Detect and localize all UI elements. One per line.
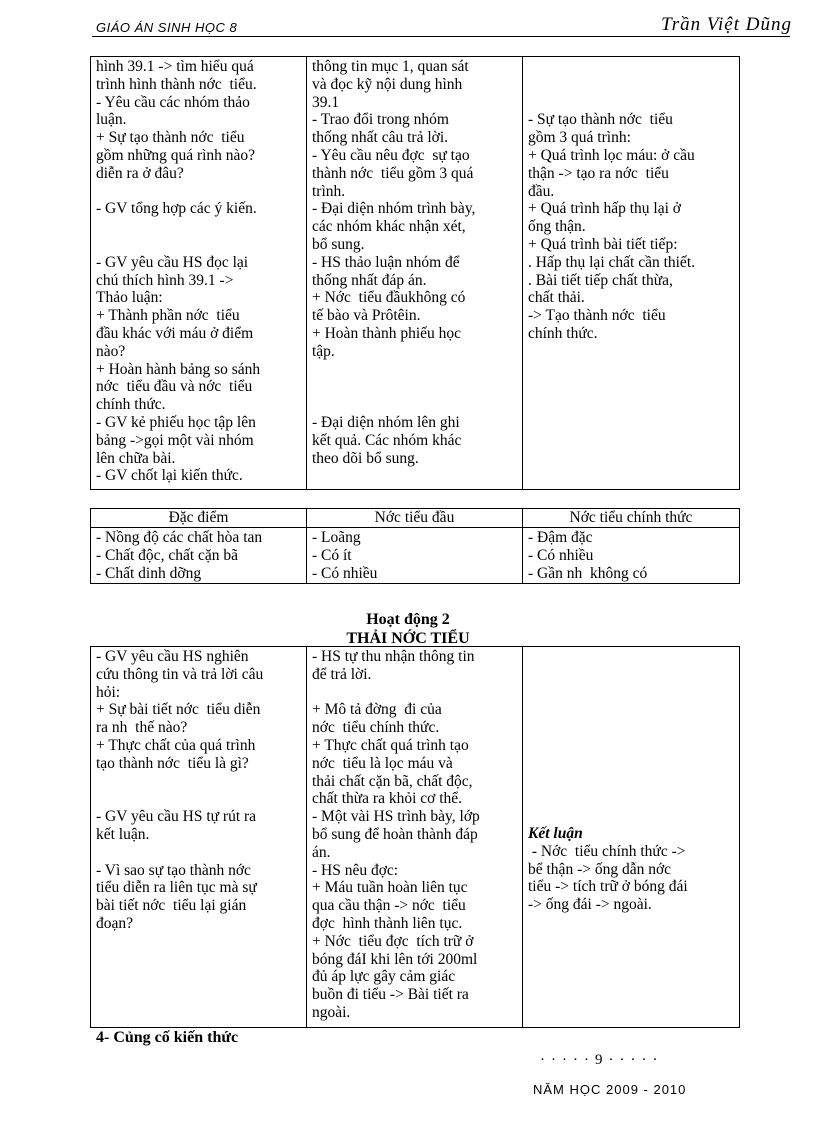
comparison-table bbox=[90, 508, 740, 584]
text-line: - Trao đổi trong nhóm bbox=[312, 111, 449, 129]
header-author: Trần Việt Dũng bbox=[661, 14, 792, 35]
feature-cell bbox=[91, 528, 307, 584]
text-line: - HS nêu đợc: bbox=[312, 861, 399, 879]
text-line: án. bbox=[312, 843, 331, 861]
page-dots-right: ····· bbox=[608, 1052, 664, 1068]
text-line bbox=[312, 361, 517, 379]
text-line: - Gần nh không có bbox=[528, 564, 648, 582]
activity2-subtitle: THẢI NỚC TIỂU bbox=[346, 630, 470, 647]
text-line: thống nhất câu trả lời. bbox=[312, 129, 449, 147]
column-header: Nớc tiểu đầu bbox=[307, 509, 523, 528]
text-line: buồn đi tiểu -> Bài tiết ra bbox=[312, 986, 469, 1004]
student-activity-cell bbox=[307, 57, 523, 490]
text-line: đầu khác với máu ở điểm bbox=[96, 324, 254, 342]
text-line: hỏi: bbox=[96, 683, 121, 701]
text-line: qua cầu thận -> nớc tiểu bbox=[312, 897, 466, 915]
column-header: Nớc tiểu chính thức bbox=[523, 509, 740, 528]
text-line: kết luận. bbox=[96, 825, 150, 843]
initial-urine-cell bbox=[307, 528, 523, 584]
text-line: - Đại diện nhóm lên ghi bbox=[312, 413, 460, 431]
conclusion-cell bbox=[523, 647, 740, 1028]
text-line bbox=[96, 844, 301, 862]
text-line: chính thức. bbox=[528, 324, 598, 342]
text-line: + Quá trình lọc máu: ở cầu bbox=[528, 146, 695, 164]
text-line: bóng đáI khi lên tới 200ml bbox=[312, 950, 478, 968]
text-line: + Thành phần nớc tiểu bbox=[96, 307, 240, 325]
text-line: bổ sung. bbox=[312, 235, 365, 253]
text-line: bảng ->gọi một vài nhóm bbox=[96, 431, 254, 449]
text-line bbox=[96, 236, 301, 254]
content-cell bbox=[523, 57, 740, 490]
table-row bbox=[91, 528, 740, 584]
text-line: - Sự tạo thành nớc tiểu bbox=[528, 111, 673, 129]
text-line: đợc hình thành liên tục. bbox=[312, 914, 463, 932]
text-line: + Nớc tiểu đợc tích trữ ở bbox=[312, 932, 474, 950]
header-divider bbox=[92, 36, 790, 37]
text-line: + Mô tả đờng đi của bbox=[312, 701, 442, 719]
text-line: bể thận -> ống dẫn nớc bbox=[528, 860, 672, 878]
text-line: + Hoàn hành bảng so sánh bbox=[96, 360, 261, 378]
text-line: đầu. bbox=[528, 182, 555, 200]
teacher-activity-cell bbox=[91, 57, 307, 490]
text-line: thải chất cặn bã, chất độc, bbox=[312, 772, 473, 790]
text-line bbox=[312, 378, 517, 396]
text-line: 39.1 bbox=[312, 93, 340, 111]
text-line: tạo thành nớc tiểu là gì? bbox=[96, 754, 249, 772]
text-line bbox=[528, 94, 734, 112]
text-line: - GV chốt lại kiến thức. bbox=[96, 467, 243, 485]
text-line: + Máu tuần hoàn liên tục bbox=[312, 879, 468, 897]
text-line: + Quá trình bài tiết tiếp: bbox=[528, 235, 678, 253]
text-line: -> ống đái -> ngoài. bbox=[528, 896, 652, 914]
text-line: lên chữa bài. bbox=[96, 449, 176, 467]
text-line: hình 39.1 -> tìm hiểu quá bbox=[96, 58, 254, 75]
text-line: - Có nhiều bbox=[312, 564, 378, 582]
text-line: - HS tự thu nhận thông tin bbox=[312, 648, 475, 665]
text-line: + Hoàn thành phiếu học bbox=[312, 324, 462, 342]
text-line: ngoài. bbox=[312, 1003, 351, 1021]
teacher-activity-cell bbox=[91, 647, 307, 1028]
text-line: kết quả. Các nhóm khác bbox=[312, 431, 462, 449]
text-line: bài tiết nớc tiểu lại gián bbox=[96, 897, 247, 915]
text-line: - GV yêu cầu HS tự rút ra bbox=[96, 808, 257, 826]
text-line: ra nh thế nào? bbox=[96, 719, 188, 737]
text-line: . Bài tiết tiếp chất thừa, bbox=[528, 271, 673, 289]
text-line: theo dõi bổ sung. bbox=[312, 449, 419, 467]
text-line bbox=[312, 684, 517, 702]
text-line: chất thải. bbox=[528, 289, 585, 307]
text-line: và đọc kỹ nội dung hình bbox=[312, 75, 463, 93]
activity2-table bbox=[90, 646, 740, 1028]
student-activity-cell bbox=[307, 647, 523, 1028]
text-line: - Một vài HS trình bày, lớp bbox=[312, 808, 480, 826]
text-line bbox=[96, 218, 301, 236]
text-line: . Hấp thụ lại chất cần thiết. bbox=[528, 253, 695, 271]
text-line: chất thừa ra khỏi cơ thể. bbox=[312, 790, 463, 808]
text-line: luận. bbox=[96, 111, 127, 129]
text-line: chính thức. bbox=[96, 396, 166, 414]
text-line: + Nớc tiểu đầukhông có bbox=[312, 289, 466, 307]
text-line: - Vì sao sự tạo thành nớc bbox=[96, 861, 251, 879]
conclusion-title: Kết luận bbox=[528, 825, 583, 842]
text-line: tiểu diễn ra liên tục mà sự bbox=[96, 879, 257, 897]
text-line: - Đậm đặc bbox=[528, 529, 593, 546]
conclusion-text bbox=[528, 843, 734, 914]
section-heading: 4- Củng cố kiến thức bbox=[96, 1029, 239, 1046]
text-line: gồm 3 quá trình: bbox=[528, 129, 631, 147]
text-line: đủ áp lực gây cảm giác bbox=[312, 968, 456, 986]
text-line: - Có nhiều bbox=[528, 546, 594, 564]
text-line: các nhóm khác nhận xét, bbox=[312, 218, 466, 236]
table-row bbox=[91, 57, 740, 490]
text-line: - GV kẻ phiếu học tập lên bbox=[96, 413, 256, 431]
text-line: tiểu -> tích trữ ở bóng đái bbox=[528, 878, 688, 896]
text-line: tế bào và Prôtêin. bbox=[312, 307, 421, 325]
text-line: - GV yêu cầu HS nghiên bbox=[96, 648, 249, 665]
text-line: - Có ít bbox=[312, 546, 352, 564]
table-row bbox=[91, 647, 740, 1028]
text-line: diễn ra ở đâu? bbox=[96, 164, 184, 182]
footer-year: NĂM HỌC 2009 - 2010 bbox=[533, 1082, 687, 1097]
text-line bbox=[96, 773, 301, 791]
activity2-title: Hoạt động 2 bbox=[366, 611, 450, 628]
text-line: thống nhất đáp án. bbox=[312, 271, 427, 289]
text-line: thận -> tạo ra nớc tiểu bbox=[528, 164, 669, 182]
text-line: nớc tiểu là lọc máu và bbox=[312, 754, 453, 772]
text-line: + Thực chất của quá trình bbox=[96, 736, 256, 754]
header-subject: GIÁO ÁN SINH HỌC 8 bbox=[96, 20, 238, 35]
text-line: thông tin mục 1, quan sát bbox=[312, 58, 469, 75]
text-line: + Sự tạo thành nớc tiểu bbox=[96, 129, 245, 147]
text-line: bổ sung để hoàn thành đáp bbox=[312, 825, 478, 843]
final-urine-cell bbox=[523, 528, 740, 584]
text-line: nớc tiểu đầu và nớc tiểu bbox=[96, 378, 253, 396]
text-line: - Đại diện nhóm trình bày, bbox=[312, 200, 476, 218]
text-line: tập. bbox=[312, 342, 335, 360]
text-line: - Loãng bbox=[312, 529, 361, 546]
text-line: trình hình thành nớc tiểu. bbox=[96, 75, 257, 93]
text-line: + Quá trình hấp thụ lại ở bbox=[528, 200, 681, 218]
text-line: - Chất độc, chất cặn bã bbox=[96, 546, 239, 564]
text-line: gồm những quá rình nào? bbox=[96, 146, 256, 164]
text-line: + Sự bài tiết nớc tiểu diễn bbox=[96, 701, 261, 719]
text-line: thành nớc tiểu gồm 3 quá bbox=[312, 164, 474, 182]
activity1-table bbox=[90, 56, 740, 490]
text-line bbox=[528, 58, 734, 76]
text-line: nào? bbox=[96, 342, 126, 360]
text-line bbox=[96, 790, 301, 808]
page-number-value: 9 bbox=[594, 1052, 609, 1068]
text-line: - HS thảo luận nhóm để bbox=[312, 253, 460, 271]
text-line: - GV tổng hợp các ý kiến. bbox=[96, 200, 257, 218]
text-line: - Yêu cầu nêu đợc sự tạo bbox=[312, 146, 470, 164]
text-line: ống thận. bbox=[528, 218, 586, 236]
text-line: -> Tạo thành nớc tiểu bbox=[528, 307, 666, 325]
text-line: - Nồng độ các chất hòa tan bbox=[96, 529, 263, 546]
page-number bbox=[540, 1052, 663, 1069]
text-line: nớc tiểu chính thức. bbox=[312, 719, 440, 737]
text-line bbox=[312, 396, 517, 414]
text-line: - Chất dinh dỡng bbox=[96, 564, 202, 582]
text-line: chú thích hình 39.1 -> bbox=[96, 271, 234, 289]
text-line: - GV yêu cầu HS đọc lại bbox=[96, 253, 249, 271]
text-line: Thảo luận: bbox=[96, 289, 163, 307]
text-line bbox=[528, 76, 734, 94]
text-line: - Nớc tiểu chính thức -> bbox=[528, 842, 686, 860]
text-line bbox=[96, 183, 301, 201]
text-line: để trả lời. bbox=[312, 665, 372, 683]
text-line: - Yêu cầu các nhóm thảo bbox=[96, 93, 250, 111]
text-line: trình. bbox=[312, 182, 346, 200]
column-header: Đặc điểm bbox=[91, 509, 307, 528]
page-dots-left: ····· bbox=[540, 1052, 595, 1068]
table-header-row bbox=[91, 509, 740, 528]
text-line: cứu thông tin và trả lời câu bbox=[96, 665, 264, 683]
text-line: đoạn? bbox=[96, 914, 134, 932]
text-line: + Thực chất quá trình tạo bbox=[312, 736, 469, 754]
